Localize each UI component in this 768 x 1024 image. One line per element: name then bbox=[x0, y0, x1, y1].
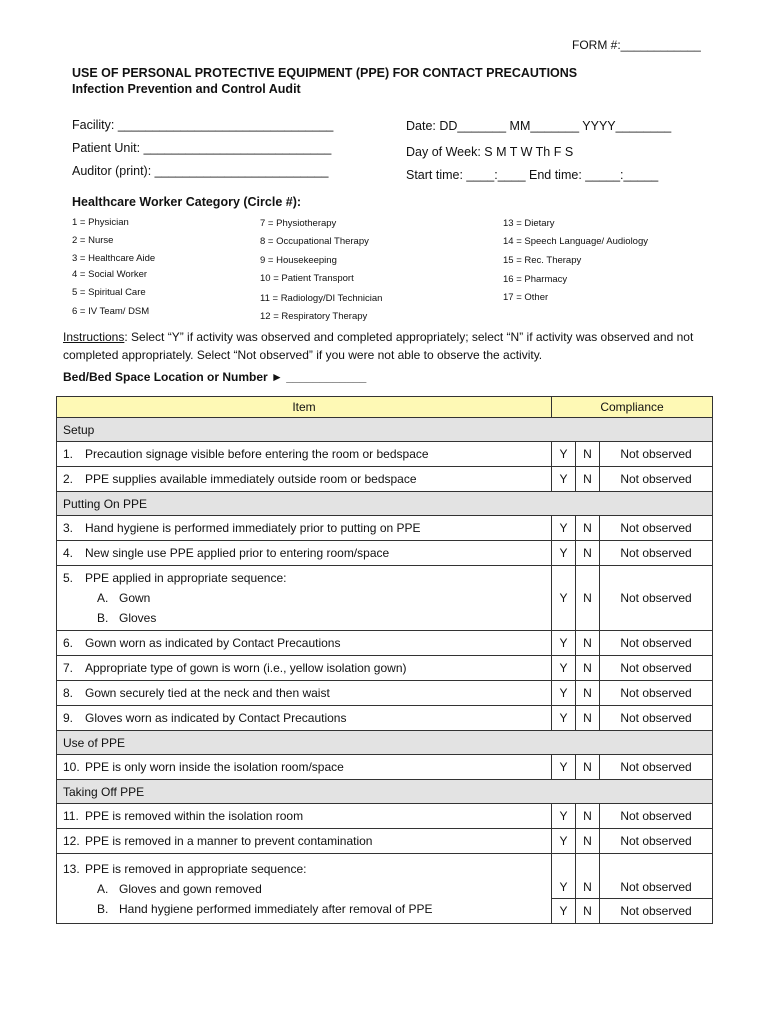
category-item[interactable]: 5 = Spiritual Care bbox=[72, 287, 146, 298]
table-row bbox=[57, 467, 713, 492]
category-item[interactable]: 9 = Housekeeping bbox=[260, 255, 337, 266]
category-item[interactable]: 15 = Rec. Therapy bbox=[503, 255, 582, 266]
item-text bbox=[57, 706, 552, 731]
category-item[interactable]: 4 = Social Worker bbox=[72, 269, 148, 280]
no-option[interactable]: N bbox=[576, 706, 600, 731]
item-number: 3. bbox=[63, 521, 74, 535]
instructions bbox=[63, 328, 723, 364]
not-observed-option[interactable]: Not observed bbox=[600, 706, 713, 731]
item-number: 11. bbox=[63, 809, 79, 823]
section-use: Use of PPE bbox=[57, 731, 713, 755]
item-text bbox=[57, 854, 552, 924]
item-number: 12. bbox=[63, 834, 80, 848]
item-label: Appropriate type of gown is worn (i.e., yellow isolation gown) bbox=[85, 661, 407, 675]
table-row bbox=[57, 631, 713, 656]
table-row bbox=[57, 541, 713, 566]
yes-option[interactable]: Y bbox=[552, 829, 576, 854]
table-row bbox=[57, 755, 713, 780]
item-text bbox=[57, 755, 552, 780]
item-number: 6. bbox=[63, 636, 74, 650]
sub-item-label: Gown bbox=[119, 591, 151, 605]
category-item[interactable]: 13 = Dietary bbox=[503, 218, 555, 229]
not-observed-option[interactable]: Not observed bbox=[600, 829, 713, 854]
item-label: PPE supplies available immediately outside room or bedspace bbox=[85, 472, 417, 486]
category-item[interactable]: 8 = Occupational Therapy bbox=[260, 236, 369, 247]
not-observed-option[interactable]: Not observed bbox=[600, 755, 713, 780]
not-observed-option[interactable]: Not observed bbox=[600, 631, 713, 656]
item-label: New single use PPE applied prior to entering room/space bbox=[85, 546, 390, 560]
yes-option[interactable]: Y bbox=[552, 804, 576, 829]
item-label: Gown worn as indicated by Contact Precautions bbox=[85, 636, 341, 650]
item-text bbox=[57, 442, 552, 467]
item-text bbox=[57, 681, 552, 706]
item-label: PPE applied in appropriate sequence: bbox=[85, 571, 287, 585]
item-number: 4. bbox=[63, 546, 74, 560]
item-number: 7. bbox=[63, 661, 74, 675]
item-label: Gown securely tied at the neck and then waist bbox=[85, 686, 330, 700]
yes-option[interactable]: Y bbox=[552, 681, 576, 706]
item-label: PPE is removed in a manner to prevent contamination bbox=[85, 834, 373, 848]
category-item[interactable]: 12 = Respiratory Therapy bbox=[260, 311, 368, 322]
no-option[interactable]: N bbox=[576, 804, 600, 829]
yes-option[interactable]: Y bbox=[552, 706, 576, 731]
compliance-column-header: Compliance bbox=[552, 397, 713, 418]
item-number: 9. bbox=[63, 711, 74, 725]
yes-option[interactable]: Y bbox=[552, 631, 576, 656]
not-observed-option[interactable]: Not observed bbox=[600, 516, 713, 541]
no-option[interactable]: N bbox=[576, 755, 600, 780]
sub-item-letter: A. bbox=[97, 881, 109, 896]
item-column-header: Item bbox=[57, 397, 552, 418]
section-taking-off: Taking Off PPE bbox=[57, 780, 713, 804]
item-number: 10. bbox=[63, 760, 80, 774]
item-text bbox=[57, 829, 552, 854]
not-observed-option[interactable]: Not observed bbox=[600, 804, 713, 829]
sub-item-letter: A. bbox=[97, 591, 109, 605]
patient-unit-field[interactable]: Patient Unit: ___________________________ bbox=[72, 141, 332, 155]
category-item[interactable]: 11 = Radiology/DI Technician bbox=[260, 293, 383, 304]
yes-option[interactable]: Y bbox=[552, 566, 576, 631]
item-number: 8. bbox=[63, 686, 74, 700]
day-of-week-field[interactable]: Day of Week: S M T W Th F S bbox=[406, 145, 574, 159]
sub-item-label: Gloves bbox=[119, 611, 157, 625]
instructions-label: Instructions bbox=[63, 330, 125, 344]
yes-option[interactable]: Y bbox=[552, 854, 576, 899]
table-row bbox=[57, 829, 713, 854]
not-observed-option[interactable]: Not observed bbox=[600, 899, 713, 924]
section-setup: Setup bbox=[57, 418, 713, 442]
table-row bbox=[57, 854, 713, 899]
item-text bbox=[57, 631, 552, 656]
no-option[interactable]: N bbox=[576, 566, 600, 631]
section-putting-on: Putting On PPE bbox=[57, 492, 713, 516]
auditor-field[interactable]: Auditor (print): _________________________ bbox=[72, 164, 329, 178]
no-option[interactable]: N bbox=[576, 829, 600, 854]
no-option[interactable]: N bbox=[576, 541, 600, 566]
table-row bbox=[57, 566, 713, 631]
form-title: USE OF PERSONAL PROTECTIVE EQUIPMENT (PPE) FOR CONTACT PRECAUTIONS bbox=[72, 66, 578, 80]
item-text bbox=[57, 566, 552, 631]
form-number[interactable]: FORM #:____________ bbox=[572, 38, 701, 52]
time-fields[interactable]: Start time: ____:____ End time: _____:_____ bbox=[406, 168, 659, 182]
not-observed-option[interactable]: Not observed bbox=[600, 566, 713, 631]
yes-option[interactable]: Y bbox=[552, 541, 576, 566]
category-item[interactable]: 14 = Speech Language/ Audiology bbox=[503, 236, 649, 247]
category-item[interactable]: 3 = Healthcare Aide bbox=[72, 253, 156, 264]
item-label: Precaution signage visible before entering the room or bedspace bbox=[85, 447, 429, 461]
date-field[interactable]: Date: DD_______ MM_______ YYYY________ bbox=[406, 119, 672, 133]
item-text bbox=[57, 656, 552, 681]
item-text bbox=[57, 804, 552, 829]
table-row bbox=[57, 656, 713, 681]
item-label: PPE is removed within the isolation room bbox=[85, 809, 304, 823]
item-label: Gloves worn as indicated by Contact Precautions bbox=[85, 711, 347, 725]
category-item[interactable]: 7 = Physiotherapy bbox=[260, 218, 337, 229]
table-row bbox=[57, 516, 713, 541]
no-option[interactable]: N bbox=[576, 854, 600, 899]
table-row bbox=[57, 442, 713, 467]
item-label: PPE is removed in appropriate sequence: bbox=[85, 861, 307, 876]
category-heading: Healthcare Worker Category (Circle #): bbox=[72, 195, 302, 209]
table-row bbox=[57, 681, 713, 706]
category-item[interactable]: 10 = Patient Transport bbox=[260, 273, 354, 284]
not-observed-option[interactable]: Not observed bbox=[600, 442, 713, 467]
no-option[interactable]: N bbox=[576, 442, 600, 467]
not-observed-option[interactable]: Not observed bbox=[600, 541, 713, 566]
no-option[interactable]: N bbox=[576, 899, 600, 924]
item-number: 13. bbox=[63, 861, 80, 876]
item-text bbox=[57, 516, 552, 541]
not-observed-option[interactable]: Not observed bbox=[600, 467, 713, 492]
item-label: PPE is only worn inside the isolation room/space bbox=[85, 760, 344, 774]
item-text bbox=[57, 541, 552, 566]
item-label: Hand hygiene is performed immediately prior to putting on PPE bbox=[85, 521, 421, 535]
no-option[interactable]: N bbox=[576, 656, 600, 681]
item-number: 5. bbox=[63, 571, 74, 585]
table-row bbox=[57, 706, 713, 731]
yes-option[interactable]: Y bbox=[552, 656, 576, 681]
sub-item-label: Gloves and gown removed bbox=[119, 881, 262, 896]
facility-field[interactable]: Facility: _______________________________ bbox=[72, 118, 334, 132]
yes-option[interactable]: Y bbox=[552, 899, 576, 924]
yes-option[interactable]: Y bbox=[552, 516, 576, 541]
no-option[interactable]: N bbox=[576, 681, 600, 706]
form-subtitle: Infection Prevention and Control Audit bbox=[72, 82, 301, 96]
category-item[interactable]: 1 = Physician bbox=[72, 217, 129, 228]
no-option[interactable]: N bbox=[576, 467, 600, 492]
not-observed-option[interactable]: Not observed bbox=[600, 854, 713, 899]
yes-option[interactable]: Y bbox=[552, 755, 576, 780]
yes-option[interactable]: Y bbox=[552, 467, 576, 492]
item-text bbox=[57, 467, 552, 492]
category-item[interactable]: 2 = Nurse bbox=[72, 235, 114, 246]
bed-location-field[interactable]: Bed/Bed Space Location or Number ► ____________ bbox=[63, 370, 367, 384]
no-option[interactable]: N bbox=[576, 516, 600, 541]
item-number: 2. bbox=[63, 472, 74, 486]
sub-item-letter: B. bbox=[97, 611, 109, 625]
category-item[interactable]: 16 = Pharmacy bbox=[503, 274, 568, 285]
category-item[interactable]: 6 = IV Team/ DSM bbox=[72, 306, 150, 317]
not-observed-option[interactable]: Not observed bbox=[600, 681, 713, 706]
yes-option[interactable]: Y bbox=[552, 442, 576, 467]
category-item[interactable]: 17 = Other bbox=[503, 292, 549, 303]
item-number: 1. bbox=[63, 447, 74, 461]
compliance-table bbox=[56, 396, 713, 924]
table-row bbox=[57, 804, 713, 829]
not-observed-option[interactable]: Not observed bbox=[600, 656, 713, 681]
instructions-text: : Select “Y” if activity was observed and completed appropriately; select “N” if activity was observed and not completed appropriately. Select “Not observed” if you were not able to observe the activity. bbox=[63, 330, 694, 362]
sub-item-letter: B. bbox=[97, 901, 109, 916]
sub-item-label: Hand hygiene performed immediately after removal of PPE bbox=[119, 901, 433, 916]
no-option[interactable]: N bbox=[576, 631, 600, 656]
